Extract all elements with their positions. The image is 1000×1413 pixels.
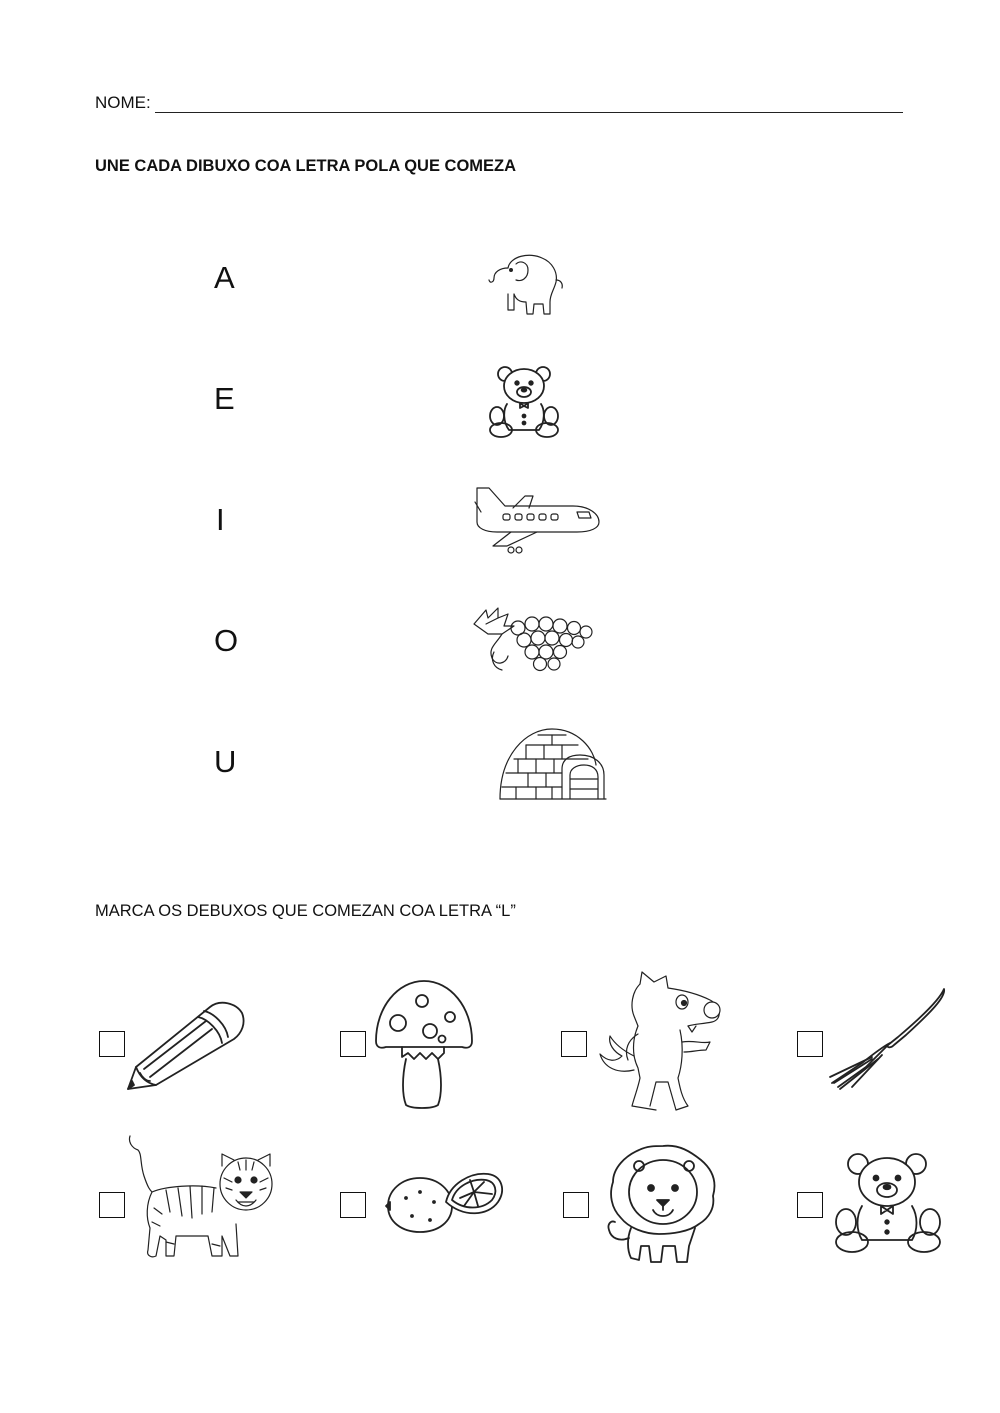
checkbox-lion[interactable] <box>563 1192 589 1218</box>
checkbox-lemon[interactable] <box>340 1192 366 1218</box>
checkbox-fork[interactable] <box>797 1031 823 1057</box>
letter-o: O <box>214 623 239 658</box>
wolf-icon <box>598 970 728 1118</box>
checkbox-tiger[interactable] <box>99 1192 125 1218</box>
checkbox-wolf[interactable] <box>561 1031 587 1057</box>
letter-i: I <box>216 502 225 537</box>
checkbox-teddy-bear[interactable] <box>797 1192 823 1218</box>
letter-u: U <box>214 744 237 779</box>
task1-instruction: UNE CADA DIBUXO COA LETRA POLA QUE COMEZA <box>95 157 517 175</box>
mushroom-icon <box>372 977 476 1109</box>
letter-e: E <box>214 381 235 416</box>
elephant-icon[interactable] <box>486 250 566 320</box>
fork-icon <box>828 985 948 1089</box>
tiger-icon <box>126 1132 278 1266</box>
task2-instruction: MARCA OS DEBUXOS QUE COMEZAN COA LETRA “L” <box>95 902 516 920</box>
igloo-icon[interactable] <box>498 725 610 803</box>
checkbox-mushroom[interactable] <box>340 1031 366 1057</box>
lemon-icon <box>384 1168 506 1236</box>
lion-icon <box>605 1142 719 1266</box>
letter-a: A <box>214 260 235 295</box>
pencil-icon <box>126 997 248 1093</box>
teddy-bear-icon <box>830 1150 946 1256</box>
airplane-icon[interactable] <box>473 482 603 556</box>
teddy-bear-icon[interactable] <box>485 364 565 444</box>
grapes-icon[interactable] <box>472 604 597 679</box>
checkbox-pencil[interactable] <box>99 1031 125 1057</box>
name-input-line[interactable] <box>155 112 903 113</box>
name-label: NOME: <box>95 93 151 112</box>
